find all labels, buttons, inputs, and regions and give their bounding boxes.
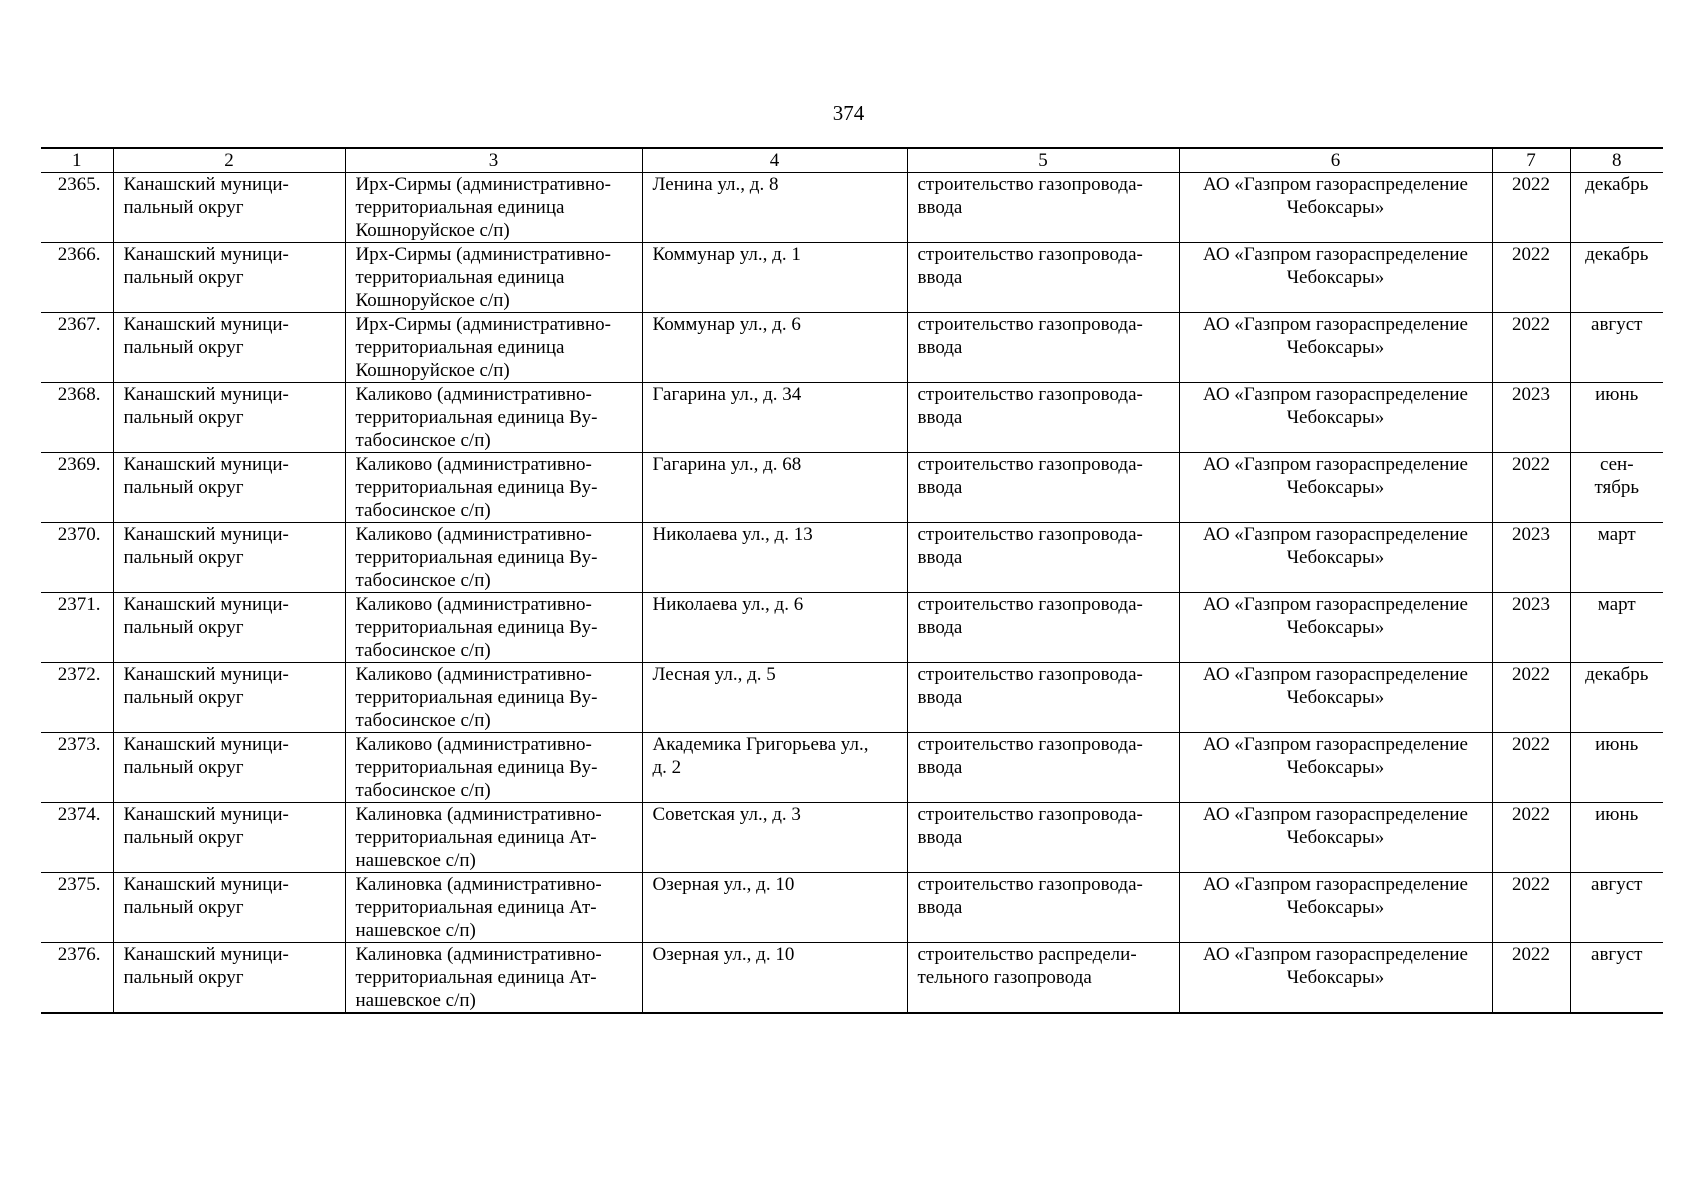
row-number: 2370. xyxy=(41,523,113,593)
settlement-cell: Ирх-Сирмы (административно- территориальная единица Кошноруйское с/п) xyxy=(345,173,642,243)
year-cell: 2023 xyxy=(1492,383,1570,453)
municipality-cell: Канашский муници- пальный округ xyxy=(113,873,345,943)
address-cell: Озерная ул., д. 10 xyxy=(642,943,907,1014)
settlement-cell: Ирх-Сирмы (административно- территориальная единица Кошноруйское с/п) xyxy=(345,313,642,383)
row-number: 2375. xyxy=(41,873,113,943)
municipality-cell: Канашский муници- пальный округ xyxy=(113,663,345,733)
year-cell: 2022 xyxy=(1492,803,1570,873)
month-cell: декабрь xyxy=(1570,173,1663,243)
month-cell: июнь xyxy=(1570,383,1663,453)
organization-cell: АО «Газпром газораспределение Чебоксары» xyxy=(1179,313,1492,383)
municipality-cell: Канашский муници- пальный округ xyxy=(113,173,345,243)
year-cell: 2022 xyxy=(1492,453,1570,523)
organization-cell: АО «Газпром газораспределение Чебоксары» xyxy=(1179,873,1492,943)
organization-cell: АО «Газпром газораспределение Чебоксары» xyxy=(1179,663,1492,733)
row-number: 2372. xyxy=(41,663,113,733)
month-cell: декабрь xyxy=(1570,243,1663,313)
month-cell: июнь xyxy=(1570,733,1663,803)
work-type-cell: строительство газопровода- ввода xyxy=(907,173,1179,243)
address-cell: Коммунар ул., д. 1 xyxy=(642,243,907,313)
municipality-cell: Канашский муници- пальный округ xyxy=(113,523,345,593)
work-type-cell: строительство газопровода- ввода xyxy=(907,453,1179,523)
row-number: 2367. xyxy=(41,313,113,383)
work-type-cell: строительство газопровода- ввода xyxy=(907,383,1179,453)
row-number: 2365. xyxy=(41,173,113,243)
column-header: 2 xyxy=(113,148,345,173)
municipality-cell: Канашский муници- пальный округ xyxy=(113,943,345,1014)
settlement-cell: Каликово (административно- территориальная единица Ву- табосинское с/п) xyxy=(345,523,642,593)
table-header-row xyxy=(41,148,1663,173)
table-row xyxy=(41,593,1663,663)
municipality-cell: Канашский муници- пальный округ xyxy=(113,383,345,453)
month-cell: март xyxy=(1570,523,1663,593)
organization-cell: АО «Газпром газораспределение Чебоксары» xyxy=(1179,383,1492,453)
work-type-cell: строительство газопровода- ввода xyxy=(907,663,1179,733)
table-row xyxy=(41,173,1663,243)
settlement-cell: Калиновка (административно- территориальная единица Ат- нашевское с/п) xyxy=(345,873,642,943)
address-cell: Ленина ул., д. 8 xyxy=(642,173,907,243)
row-number: 2371. xyxy=(41,593,113,663)
address-cell: Советская ул., д. 3 xyxy=(642,803,907,873)
work-type-cell: строительство газопровода- ввода xyxy=(907,733,1179,803)
table-row xyxy=(41,453,1663,523)
work-type-cell: строительство газопровода- ввода xyxy=(907,523,1179,593)
settlement-cell: Каликово (административно- территориальная единица Ву- табосинское с/п) xyxy=(345,733,642,803)
settlement-cell: Каликово (административно- территориальная единица Ву- табосинское с/п) xyxy=(345,663,642,733)
work-type-cell: строительство газопровода- ввода xyxy=(907,313,1179,383)
organization-cell: АО «Газпром газораспределение Чебоксары» xyxy=(1179,593,1492,663)
settlement-cell: Каликово (административно- территориальная единица Ву- табосинское с/п) xyxy=(345,453,642,523)
address-cell: Николаева ул., д. 6 xyxy=(642,593,907,663)
year-cell: 2022 xyxy=(1492,873,1570,943)
row-number: 2373. xyxy=(41,733,113,803)
municipality-cell: Канашский муници- пальный округ xyxy=(113,803,345,873)
table-row xyxy=(41,733,1663,803)
organization-cell: АО «Газпром газораспределение Чебоксары» xyxy=(1179,453,1492,523)
address-cell: Николаева ул., д. 13 xyxy=(642,523,907,593)
month-cell: август xyxy=(1570,943,1663,1014)
table-row xyxy=(41,803,1663,873)
municipality-cell: Канашский муници- пальный округ xyxy=(113,243,345,313)
organization-cell: АО «Газпром газораспределение Чебоксары» xyxy=(1179,173,1492,243)
address-cell: Академика Григорьева ул., д. 2 xyxy=(642,733,907,803)
year-cell: 2022 xyxy=(1492,943,1570,1014)
settlement-cell: Ирх-Сирмы (административно- территориальная единица Кошноруйское с/п) xyxy=(345,243,642,313)
work-type-cell: строительство газопровода- ввода xyxy=(907,803,1179,873)
work-type-cell: строительство газопровода- ввода xyxy=(907,243,1179,313)
municipality-cell: Канашский муници- пальный округ xyxy=(113,453,345,523)
month-cell: август xyxy=(1570,873,1663,943)
address-cell: Лесная ул., д. 5 xyxy=(642,663,907,733)
month-cell: декабрь xyxy=(1570,663,1663,733)
table-body xyxy=(41,173,1663,1014)
column-header: 8 xyxy=(1570,148,1663,173)
table-row xyxy=(41,243,1663,313)
address-cell: Коммунар ул., д. 6 xyxy=(642,313,907,383)
table-row xyxy=(41,663,1663,733)
column-header: 6 xyxy=(1179,148,1492,173)
work-type-cell: строительство распредели- тельного газопровода xyxy=(907,943,1179,1014)
year-cell: 2023 xyxy=(1492,523,1570,593)
settlement-cell: Каликово (административно- территориальная единица Ву- табосинское с/п) xyxy=(345,383,642,453)
organization-cell: АО «Газпром газораспределение Чебоксары» xyxy=(1179,943,1492,1014)
year-cell: 2022 xyxy=(1492,663,1570,733)
table-row xyxy=(41,383,1663,453)
row-number: 2374. xyxy=(41,803,113,873)
settlement-cell: Калиновка (административно- территориальная единица Ат- нашевское с/п) xyxy=(345,943,642,1014)
settlement-cell: Каликово (административно- территориальная единица Ву- табосинское с/п) xyxy=(345,593,642,663)
row-number: 2376. xyxy=(41,943,113,1014)
row-number: 2368. xyxy=(41,383,113,453)
address-cell: Гагарина ул., д. 68 xyxy=(642,453,907,523)
gasification-plan-table xyxy=(41,147,1663,1014)
address-cell: Озерная ул., д. 10 xyxy=(642,873,907,943)
table-row xyxy=(41,313,1663,383)
address-cell: Гагарина ул., д. 34 xyxy=(642,383,907,453)
year-cell: 2022 xyxy=(1492,243,1570,313)
municipality-cell: Канашский муници- пальный округ xyxy=(113,593,345,663)
municipality-cell: Канашский муници- пальный округ xyxy=(113,313,345,383)
settlement-cell: Калиновка (административно- территориальная единица Ат- нашевское с/п) xyxy=(345,803,642,873)
municipality-cell: Канашский муници- пальный округ xyxy=(113,733,345,803)
month-cell: июнь xyxy=(1570,803,1663,873)
year-cell: 2022 xyxy=(1492,173,1570,243)
row-number: 2369. xyxy=(41,453,113,523)
table-row xyxy=(41,523,1663,593)
page-number: 374 xyxy=(832,101,865,125)
month-cell: сен- тябрь xyxy=(1570,453,1663,523)
column-header: 5 xyxy=(907,148,1179,173)
year-cell: 2022 xyxy=(1492,733,1570,803)
column-header: 3 xyxy=(345,148,642,173)
organization-cell: АО «Газпром газораспределение Чебоксары» xyxy=(1179,733,1492,803)
column-header: 7 xyxy=(1492,148,1570,173)
year-cell: 2023 xyxy=(1492,593,1570,663)
table-row xyxy=(41,943,1663,1014)
organization-cell: АО «Газпром газораспределение Чебоксары» xyxy=(1179,803,1492,873)
organization-cell: АО «Газпром газораспределение Чебоксары» xyxy=(1179,523,1492,593)
work-type-cell: строительство газопровода- ввода xyxy=(907,873,1179,943)
column-header: 4 xyxy=(642,148,907,173)
organization-cell: АО «Газпром газораспределение Чебоксары» xyxy=(1179,243,1492,313)
year-cell: 2022 xyxy=(1492,313,1570,383)
work-type-cell: строительство газопровода- ввода xyxy=(907,593,1179,663)
month-cell: март xyxy=(1570,593,1663,663)
month-cell: август xyxy=(1570,313,1663,383)
row-number: 2366. xyxy=(41,243,113,313)
table-row xyxy=(41,873,1663,943)
column-header: 1 xyxy=(41,148,113,173)
